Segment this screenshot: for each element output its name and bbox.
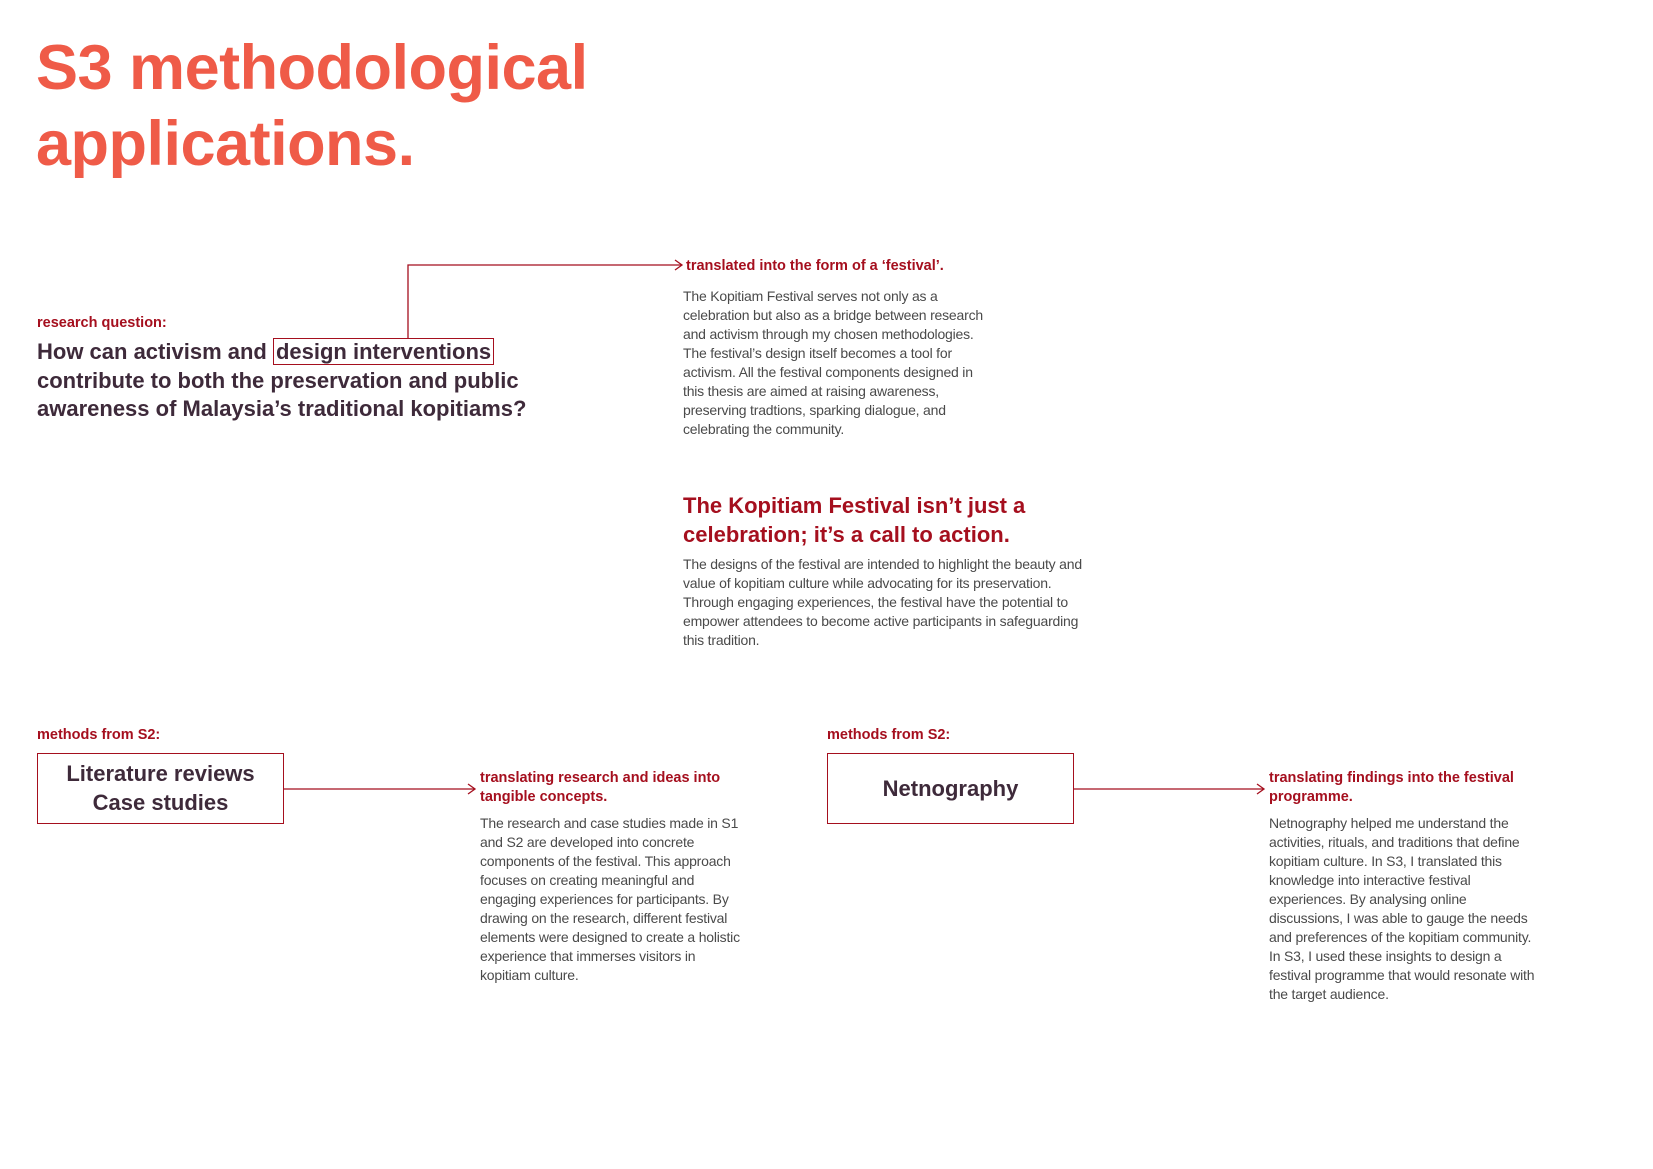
method-box-literature-line2: Case studies [92, 789, 229, 815]
method-right-heading: translating findings into the festival programme. [1269, 770, 1514, 805]
festival-callout-body: The designs of the festival are intended to highlight the beauty and value of kopitiam culture while advocating for its preservation. Through engaging experiences, the festival have the potential to empower attendees to become active participants in safeguarding this tradition. [683, 556, 1082, 648]
method-box-netnography-label: Netnography [882, 775, 1019, 801]
design-interventions-highlight: design interventions [273, 338, 494, 365]
page-title-line2: applications. [36, 109, 415, 179]
festival-body: The Kopitiam Festival serves not only as a celebration but also as a bridge between research and activism through my chosen methodologies. The festival’s design itself becomes a tool for activism. All the festival components designed in this thesis are aimed at raising awareness, preserving tradtions, sparking dialogue, and celebrating the community. [683, 288, 983, 437]
research-question-label: research question: [37, 315, 167, 331]
festival-callout: The Kopitiam Festival isn’t just a celebration; it’s a call to action. [683, 493, 1026, 547]
method-box-literature-line1: Literature reviews [66, 761, 255, 786]
research-question-start: How can activism and [37, 339, 273, 364]
festival-heading: translated into the form of a ‘festival’. [686, 258, 944, 274]
methods-label-left: methods from S2: [37, 727, 161, 743]
methods-label-right: methods from S2: [827, 727, 951, 743]
method-right-body: Netnography helped me understand the activities, rituals, and traditions that define kopitiam culture. In S3, I translated this knowledge into interactive festival experiences. By analysing online discussions, I was able to gauge the needs and preferences of the kopitiam community. In S3, I used these insights to design a festival programme that would resonate with the target audience. [1269, 815, 1535, 1002]
method-left-body: The research and case studies made in S1 and S2 are developed into concrete components of the festival. This approach focuses on creating meaningful and engaging experiences for participants. By drawing on the research, different festival elements were designed to create a holistic experience that immerses visitors in kopitiam culture. [480, 815, 740, 983]
arrow-research-to-festival [408, 265, 681, 338]
page-title-line1: S3 methodological [36, 33, 588, 103]
method-left-heading: translating research and ideas into tangible concepts. [480, 770, 721, 805]
research-question-end: contribute to both the preservation and public awareness of Malaysia’s traditional kopitiams? [37, 367, 527, 421]
